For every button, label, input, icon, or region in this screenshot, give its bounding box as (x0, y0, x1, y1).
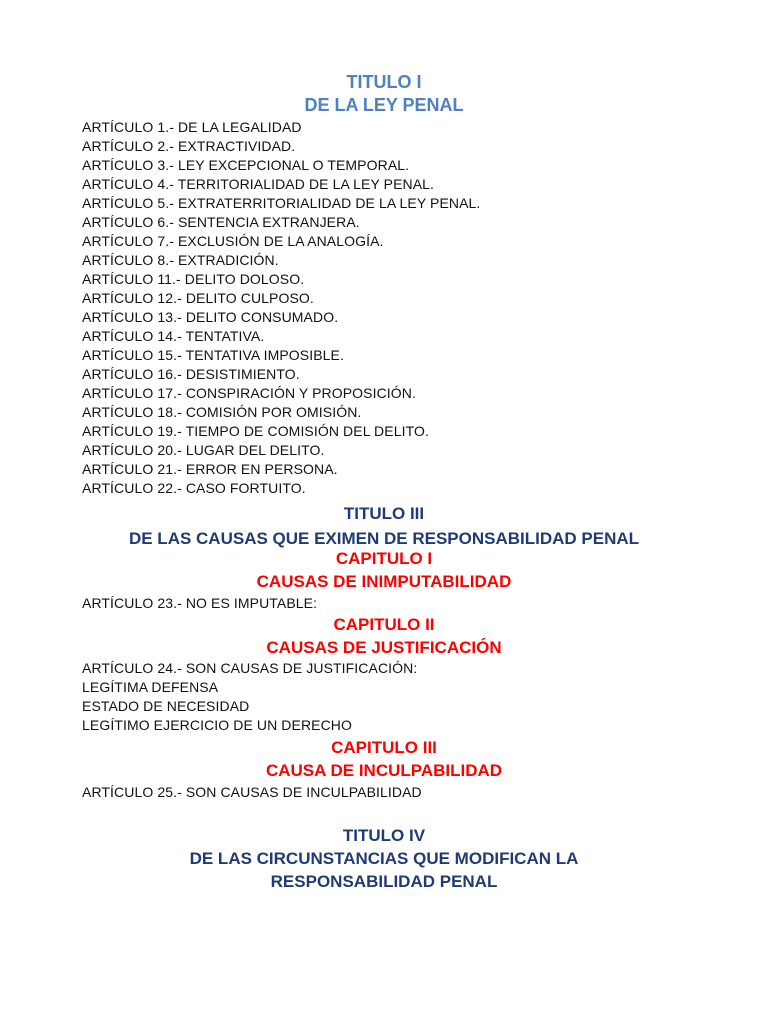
capitulo-3-title: CAPITULO III (331, 738, 437, 757)
article-item: ARTÍCULO 3.- LEY EXCEPCIONAL O TEMPORAL. (82, 157, 410, 173)
article-item: ARTÍCULO 22.- CASO FORTUITO. (82, 480, 306, 496)
titulo-1-title: TITULO I (346, 72, 422, 92)
article-item: ARTÍCULO 7.- EXCLUSIÓN DE LA ANALOGÍA. (82, 233, 384, 249)
article-item: ARTÍCULO 12.- DELITO CULPOSO. (82, 290, 314, 306)
titulo-3-subtitle: DE LAS CAUSAS QUE EXIMEN DE RESPONSABILIDAD PENAL (128, 529, 640, 548)
article-item: ARTÍCULO 25.- SON CAUSAS DE INCULPABILIDAD (82, 784, 422, 800)
list-item: LEGÍTIMO EJERCICIO DE UN DERECHO (82, 717, 353, 733)
article-item: ARTÍCULO 20.- LUGAR DEL DELITO. (82, 442, 325, 458)
capitulo-3-header (0, 736, 768, 782)
capitulo-2-header (0, 613, 768, 659)
capitulo-2-title: CAPITULO II (333, 615, 435, 634)
article-item: ARTÍCULO 11.- DELITO DOLOSO. (82, 271, 305, 287)
capitulo-3-list (0, 783, 422, 802)
titulo-1-article-list (0, 118, 480, 498)
capitulo-2-subtitle: CAUSAS DE JUSTIFICACIÓN (266, 638, 502, 657)
article-item: ARTÍCULO 19.- TIEMPO DE COMISIÓN DEL DELITO. (82, 423, 429, 439)
article-item: ARTÍCULO 8.- EXTRADICIÓN. (82, 252, 279, 268)
titulo-4-subtitle-line-2: RESPONSABILIDAD PENAL (270, 872, 498, 891)
article-item: ARTÍCULO 18.- COMISIÓN POR OMISIÓN. (82, 404, 362, 420)
article-item: ARTÍCULO 16.- DESISTIMIENTO. (82, 366, 300, 382)
capitulo-1-subtitle: CAUSAS DE INIMPUTABILIDAD (256, 572, 512, 591)
titulo-3-header (0, 502, 768, 550)
titulo-4-title: TITULO IV (342, 826, 426, 845)
article-item: ARTÍCULO 13.- DELITO CONSUMADO. (82, 309, 339, 325)
titulo-4-header (0, 824, 768, 893)
article-item: ARTÍCULO 1.- DE LA LEGALIDAD (82, 119, 302, 135)
capitulo-1-list (0, 594, 317, 613)
article-item: ARTÍCULO 23.- NO ES IMPUTABLE: (82, 595, 318, 611)
titulo-1-header (0, 71, 768, 117)
article-item: ARTÍCULO 21.- ERROR EN PERSONA. (82, 461, 338, 477)
article-item: ARTÍCULO 15.- TENTATIVA IMPOSIBLE. (82, 347, 344, 363)
titulo-1-subtitle: DE LA LEY PENAL (304, 95, 464, 115)
list-item: LEGÍTIMA DEFENSA (82, 679, 219, 695)
article-item: ARTÍCULO 17.- CONSPIRACIÓN Y PROPOSICIÓN. (82, 385, 416, 401)
capitulo-2-list (0, 659, 417, 678)
article-item: ARTÍCULO 4.- TERRITORIALIDAD DE LA LEY PENAL. (82, 176, 435, 192)
article-item: ARTÍCULO 5.- EXTRATERRITORIALIDAD DE LA LEY PENAL. (82, 195, 481, 211)
article-item: ARTÍCULO 2.- EXTRACTIVIDAD. (82, 138, 296, 154)
capitulo-1-header (0, 547, 768, 593)
capitulo-3-subtitle: CAUSA DE INCULPABILIDAD (265, 761, 503, 780)
capitulo-1-title: CAPITULO I (335, 549, 433, 568)
article-item: ARTÍCULO 6.- SENTENCIA EXTRANJERA. (82, 214, 360, 230)
justification-causes-list (0, 678, 352, 735)
titulo-4-subtitle-line-1: DE LAS CIRCUNSTANCIAS QUE MODIFICAN LA (189, 849, 579, 868)
titulo-3-title: TITULO III (343, 504, 425, 523)
article-item: ARTÍCULO 14.- TENTATIVA. (82, 328, 265, 344)
list-item: ESTADO DE NECESIDAD (82, 698, 250, 714)
article-item: ARTÍCULO 24.- SON CAUSAS DE JUSTIFICACIÓN: (82, 660, 418, 676)
